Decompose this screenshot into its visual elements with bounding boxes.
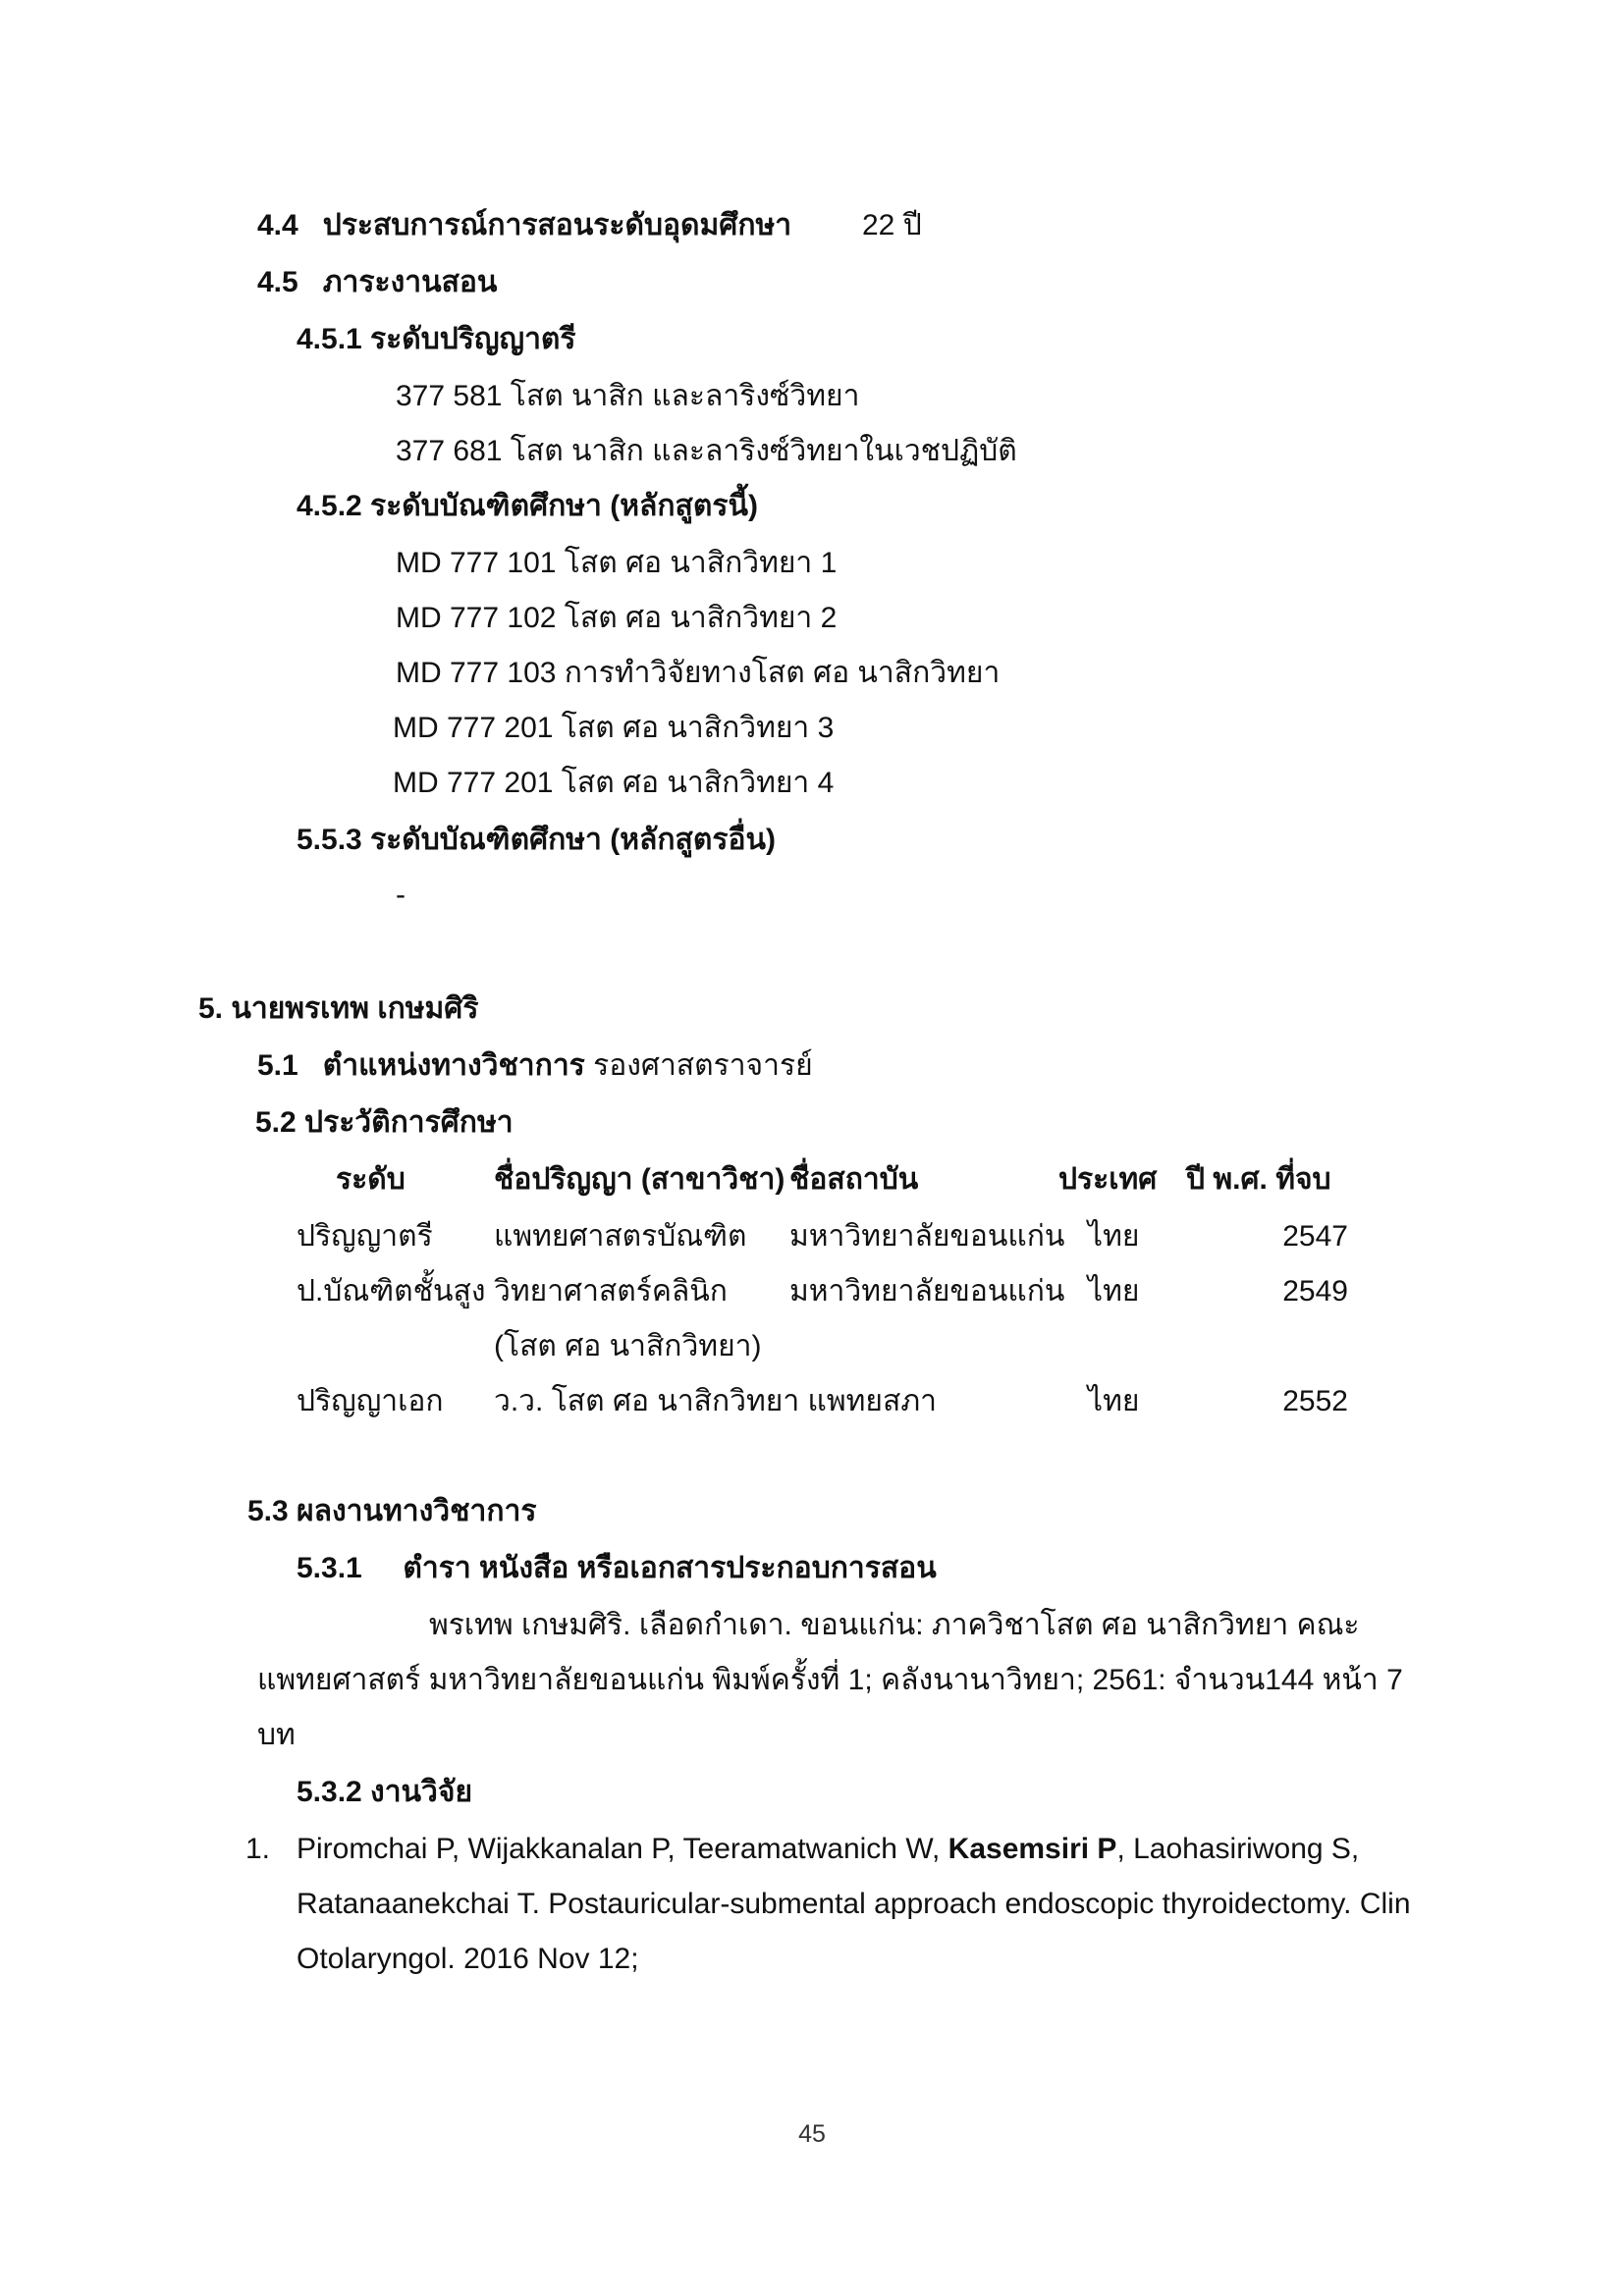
section-number: 4.4	[257, 209, 298, 241]
research-line: Ratanaanekchai T. Postauricular-submental approach endoscopic thyroidectomy. Clin	[297, 1888, 1411, 1920]
cell-year: 2547	[1282, 1220, 1348, 1253]
col-header-year: ปี พ.ศ. ที่จบ	[1186, 1163, 1331, 1196]
col-header-level: ระดับ	[336, 1163, 406, 1196]
col-header-degree: ชื่อปริญญา (สาขาวิชา)	[494, 1163, 785, 1196]
teaching-experience-value: 22 ปี	[862, 209, 922, 241]
course-item: MD 777 101 โสต ศอ นาสิกวิทยา 1	[396, 547, 838, 579]
section-4-5	[257, 263, 497, 302]
research-line: Otolaryngol. 2016 Nov 12;	[297, 1943, 639, 1975]
cell-level: ปริญญาเอก	[297, 1385, 444, 1417]
course-item: MD 777 102 โสต ศอ นาสิกวิทยา 2	[396, 602, 838, 634]
section-4-5-1-title: 4.5.1 ระดับปริญญาตรี	[297, 323, 576, 355]
section-5-3-1	[297, 1549, 937, 1588]
course-item: MD 777 201 โสต ศอ นาสิกวิทยา 3	[393, 712, 835, 744]
academic-position-value: รองศาสตราจารย์	[593, 1049, 813, 1082]
section-number: 4.5	[257, 266, 298, 298]
authors: , Laohasiriwong S,	[1116, 1833, 1360, 1865]
col-header-country: ประเทศ	[1058, 1163, 1158, 1196]
cell-country: ไทย	[1088, 1220, 1140, 1253]
cell-institution: มหาวิทยาลัยขอนแก่น	[789, 1275, 1065, 1308]
authors: Piromchai P, Wijakkanalan P, Teeramatwanich W,	[297, 1833, 948, 1865]
page-number: 45	[798, 2120, 826, 2148]
cell-country: ไทย	[1088, 1275, 1140, 1308]
cell-year: 2549	[1282, 1275, 1348, 1308]
section-5-1	[257, 1046, 813, 1086]
person-heading: 5. นายพรเทพ เกษมศิริ	[198, 992, 479, 1025]
course-item: MD 777 103 การทำวิจัยทางโสต ศอ นาสิกวิทยา	[396, 657, 1001, 689]
textbook-citation-line: พรเทพ เกษมศิริ. เลือดกำเดา. ขอนแก่น: ภาควิชาโสต ศอ นาสิกวิทยา คณะ	[429, 1609, 1360, 1641]
section-5-2-title: 5.2 ประวัติการศึกษา	[255, 1106, 514, 1139]
section-title: ประสบการณ์การสอนระดับอุดมศึกษา	[322, 209, 792, 241]
course-item: MD 777 201 โสต ศอ นาสิกวิทยา 4	[393, 767, 835, 799]
textbook-citation-line: บท	[257, 1719, 296, 1751]
research-number: 1.	[245, 1833, 271, 1865]
academic-position-label: ตำแหน่งทางวิชาการ	[322, 1049, 585, 1082]
cell-country: ไทย	[1088, 1385, 1140, 1417]
section-4-4	[257, 206, 791, 245]
course-item: 377 681 โสต นาสิก และลาริงซ์วิทยาในเวชปฏิบัติ	[396, 435, 1017, 467]
section-5-5-3-title: 5.5.3 ระดับบัณฑิตศึกษา (หลักสูตรอื่น)	[297, 824, 776, 856]
textbook-citation-line: แพทยศาสตร์ มหาวิทยาลัยขอนแก่น พิมพ์ครั้งที่ 1; คลังนานาวิทยา; 2561: จำนวน144 หน้า 7	[257, 1664, 1403, 1696]
cell-degree: ว.ว. โสต ศอ นาสิกวิทยา แพทยสภา	[494, 1385, 937, 1417]
col-header-institution: ชื่อสถาบัน	[789, 1163, 919, 1196]
section-5-3-2-title: 5.3.2 งานวิจัย	[297, 1776, 473, 1808]
research-line	[297, 1830, 1359, 1869]
cell-degree: วิทยาศาสตร์คลินิก	[494, 1275, 728, 1308]
cell-institution: มหาวิทยาลัยขอนแก่น	[789, 1220, 1065, 1253]
section-title: ภาระงานสอน	[322, 266, 498, 298]
cell-level: ป.บัณฑิตชั้นสูง	[297, 1275, 486, 1308]
cell-degree: แพทยศาสตรบัณฑิต	[494, 1220, 747, 1253]
empty-dash: -	[396, 879, 406, 911]
section-5-3-title: 5.3 ผลงานทางวิชาการ	[247, 1495, 537, 1527]
section-number: 5.3.1	[297, 1552, 362, 1584]
course-item: 377 581 โสต นาสิก และลาริงซ์วิทยา	[396, 380, 860, 412]
section-number: 5.1	[257, 1049, 298, 1082]
cell-level: ปริญญาตรี	[297, 1220, 433, 1253]
highlighted-author: Kasemsiri P	[947, 1833, 1117, 1865]
cell-year: 2552	[1282, 1385, 1348, 1417]
section-title: ตำรา หนังสือ หรือเอกสารประกอบการสอน	[403, 1552, 937, 1584]
cell-degree-line2: (โสต ศอ นาสิกวิทยา)	[494, 1330, 762, 1362]
section-4-5-2-title: 4.5.2 ระดับบัณฑิตศึกษา (หลักสูตรนี้)	[297, 490, 758, 522]
